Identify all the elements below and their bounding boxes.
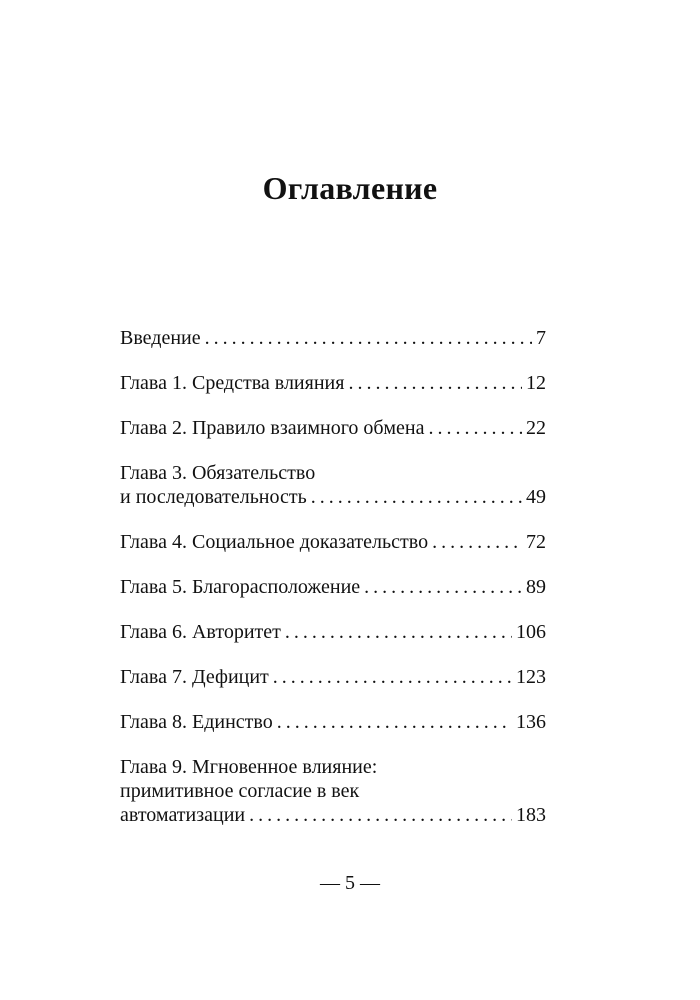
toc-page-number: 136 <box>516 711 546 733</box>
toc-entry-title-line: Глава 3. Обязательство <box>120 462 316 484</box>
dot-leader <box>205 326 532 350</box>
dot-leader <box>249 803 512 827</box>
toc-entry-title: автоматизации <box>120 804 246 826</box>
toc-entry-title-line: примитивное согласие в век <box>120 780 360 802</box>
dot-leader <box>429 416 522 440</box>
dot-leader <box>432 530 522 554</box>
toc-entry-chapter-9[interactable] <box>120 755 546 827</box>
page-title: Оглавление <box>262 170 438 206</box>
toc-entry-title: Глава 7. Дефицит <box>120 666 269 688</box>
toc-entry-chapter-5[interactable] <box>120 575 546 599</box>
toc-entry-introduction[interactable] <box>120 326 546 350</box>
toc-page-number: 106 <box>516 621 546 643</box>
toc-entry-title: Глава 5. Благорасположение <box>120 576 361 598</box>
dot-leader <box>285 620 512 644</box>
toc-entry-chapter-2[interactable] <box>120 416 546 440</box>
toc-entry-title: Введение <box>120 327 201 349</box>
toc-entry-title: Глава 2. Правило взаимного обмена <box>120 417 425 439</box>
toc-entry-title: и последовательность <box>120 486 307 508</box>
toc-page-number: 89 <box>526 576 546 598</box>
toc-entry-chapter-8[interactable] <box>120 710 546 734</box>
dot-leader <box>277 710 512 734</box>
toc-page-number: 123 <box>516 666 546 688</box>
toc-entry-chapter-6[interactable] <box>120 620 546 644</box>
dot-leader <box>311 485 522 509</box>
toc-page-number: 72 <box>526 531 546 553</box>
toc-entry-chapter-7[interactable] <box>120 665 546 689</box>
toc-entry-chapter-4[interactable] <box>120 530 546 554</box>
dot-leader <box>348 371 522 395</box>
toc-entry-title: Глава 4. Социальное доказательство <box>120 531 429 553</box>
toc-page-number: 22 <box>526 417 546 439</box>
toc-page-number: 7 <box>536 327 546 349</box>
toc-page-number: 12 <box>526 372 546 394</box>
page-number: — 5 — <box>320 872 380 894</box>
dot-leader <box>364 575 522 599</box>
toc-entry-title: Глава 6. Авторитет <box>120 621 281 643</box>
toc-entry-chapter-1[interactable] <box>120 371 546 395</box>
toc-page-number: 183 <box>516 804 546 826</box>
toc-page-number: 49 <box>526 486 546 508</box>
toc-entry-title-line: Глава 9. Мгновенное влияние: <box>120 756 378 778</box>
toc-entry-chapter-3[interactable] <box>120 461 546 509</box>
toc-entry-title: Глава 1. Средства влияния <box>120 372 345 394</box>
dot-leader <box>273 665 512 689</box>
table-of-contents <box>120 326 546 827</box>
toc-entry-title: Глава 8. Единство <box>120 711 273 733</box>
